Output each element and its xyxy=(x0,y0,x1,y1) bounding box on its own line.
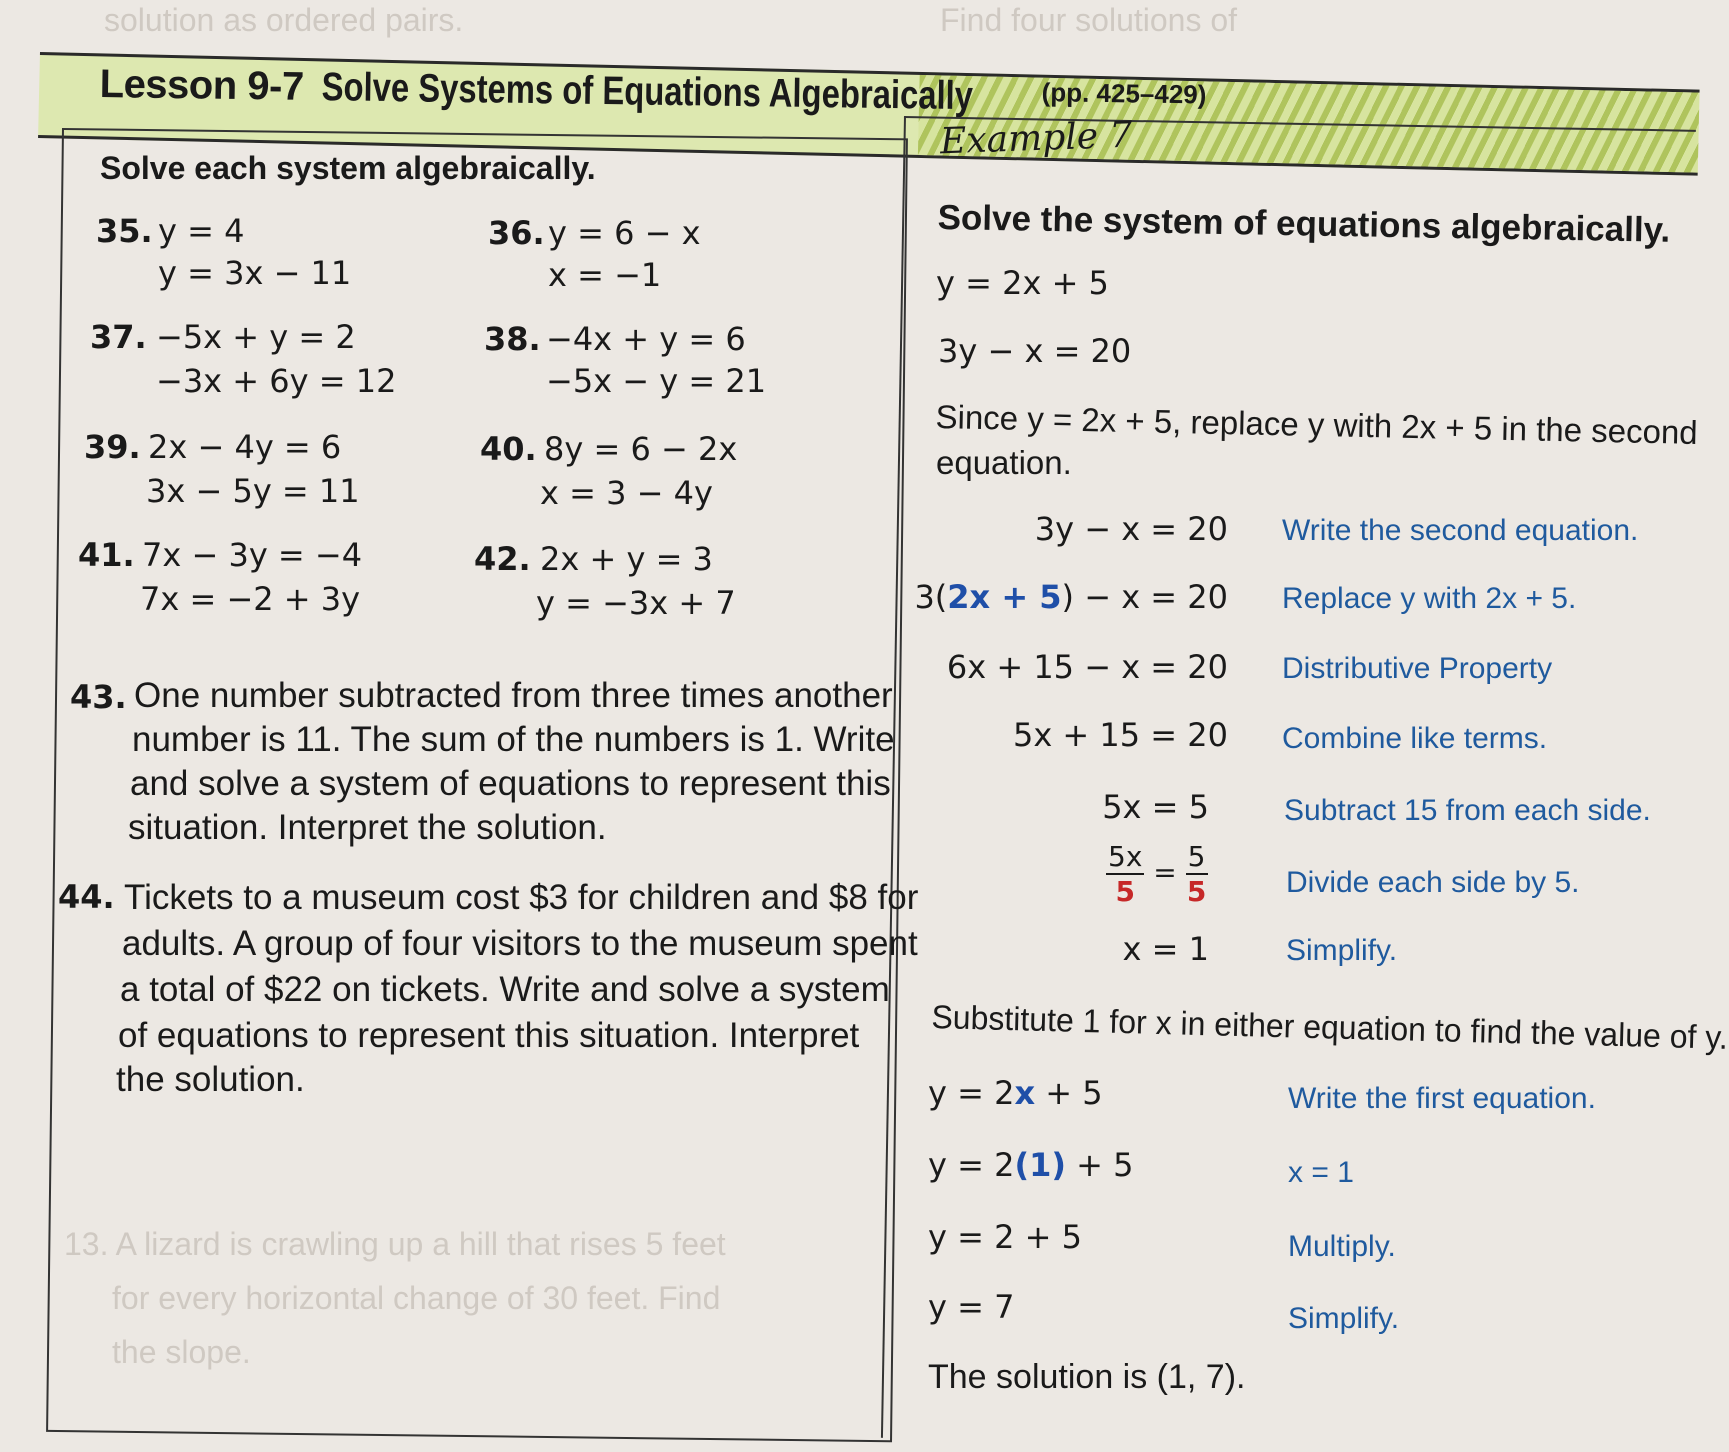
denominator: 5 xyxy=(1186,875,1207,908)
step-expression: 6x + 15 − x = 20 xyxy=(946,648,1228,686)
word-problem-line: of equations to represent this situation. Interpret xyxy=(118,1016,860,1055)
equals-sign: = xyxy=(1153,856,1177,889)
bleed-through-text: for every horizontal change of 30 feet. Find xyxy=(112,1280,721,1316)
bleed-through-text: solution as ordered pairs. xyxy=(104,2,464,38)
problem-number: 37. xyxy=(90,318,147,356)
bleed-through-text: Find four solutions of xyxy=(940,2,1238,38)
problem-number: 36. xyxy=(488,214,545,252)
problem-equation: −5x − y = 21 xyxy=(546,362,767,400)
problem-equation: −3x + 6y = 12 xyxy=(156,362,397,400)
problem-number: 42. xyxy=(474,540,531,578)
problem-equation: y = 4 xyxy=(158,212,245,250)
word-problem-line: and solve a system of equations to represent this xyxy=(130,764,891,803)
problem-number: 40. xyxy=(480,430,537,468)
problem-equation: x = 3 − 4y xyxy=(540,474,713,512)
problem-number: 41. xyxy=(78,536,135,574)
denominator: 5 xyxy=(1115,875,1135,908)
system-equation: y = 2x + 5 xyxy=(936,264,1109,302)
solution-text: The solution is (1, 7). xyxy=(928,1358,1246,1396)
step-note: x = 1 xyxy=(1288,1156,1354,1189)
step-note: Write the second equation. xyxy=(1282,514,1639,547)
problem-equation: 8y = 6 − 2x xyxy=(544,430,738,468)
step-expression: y = 2(1) + 5 xyxy=(928,1146,1134,1184)
numerator: 5 xyxy=(1187,840,1206,873)
step-note: Subtract 15 from each side. xyxy=(1284,794,1651,827)
problem-number: 38. xyxy=(484,320,541,358)
word-problem-line: the solution. xyxy=(116,1060,305,1099)
problem-equation: y = 6 − x xyxy=(548,214,701,252)
word-problem-line: number is 11. The sum of the numbers is 1. Write xyxy=(132,720,895,759)
word-problem-line: situation. Interpret the solution. xyxy=(128,808,607,847)
step-expression: y = 2 + 5 xyxy=(928,1218,1082,1256)
problem-equation: x = −1 xyxy=(548,256,662,294)
problem-number: 43. xyxy=(70,678,127,716)
word-problem-line: Tickets to a museum cost $3 for children and $8 for xyxy=(124,878,919,917)
step-note: Replace y with 2x + 5. xyxy=(1282,582,1577,615)
step-expression: 5x = 5 xyxy=(1102,788,1209,826)
fraction-left xyxy=(1106,840,1144,908)
problem-equation: 3x − 5y = 11 xyxy=(146,472,360,510)
step-expression: x = 1 xyxy=(1122,930,1209,968)
word-problem-line: a total of $22 on tickets. Write and solve a system xyxy=(120,970,890,1009)
fraction-right xyxy=(1186,840,1208,908)
step-note: Simplify. xyxy=(1288,1302,1400,1335)
step-expression: y = 7 xyxy=(928,1288,1015,1326)
lesson-number: Lesson 9-7 xyxy=(99,62,304,109)
problem-equation: 2x + y = 3 xyxy=(540,540,713,578)
substituted-value: (1) xyxy=(1014,1146,1066,1184)
example-label: Example 7 xyxy=(939,114,1134,163)
substitute-text: Substitute 1 for x in either equation to find the value of y. xyxy=(931,998,1729,1056)
lesson-pages: (pp. 425–429) xyxy=(1041,77,1207,110)
problem-number: 39. xyxy=(84,428,141,466)
since-text: Since y = 2x + 5, replace y with 2x + 5 in the second xyxy=(935,398,1699,451)
problem-equation: −5x + y = 2 xyxy=(156,318,356,356)
problem-number: 35. xyxy=(96,212,153,250)
bleed-through-text: the slope. xyxy=(112,1334,251,1370)
step-expression: 3y − x = 20 xyxy=(1034,510,1228,548)
step-note: Divide each side by 5. xyxy=(1286,866,1580,899)
lesson-name: Solve Systems of Equations Algebraically xyxy=(321,65,974,119)
step-note: Multiply. xyxy=(1288,1230,1396,1263)
step-note: Write the first equation. xyxy=(1288,1082,1596,1115)
word-problem-line: adults. A group of four visitors to the museum spent xyxy=(122,924,918,963)
problem-number: 44. xyxy=(58,878,115,916)
problem-equation: y = −3x + 7 xyxy=(536,584,736,622)
problem-equation: 7x = −2 + 3y xyxy=(140,580,361,618)
numerator: 5x xyxy=(1108,840,1143,873)
problem-equation: y = 3x − 11 xyxy=(158,254,352,292)
problem-equation: 2x − 4y = 6 xyxy=(148,428,342,466)
system-equation: 3y − x = 20 xyxy=(938,332,1132,370)
step-note: Distributive Property xyxy=(1282,652,1553,685)
substituted-expression: 2x + 5 xyxy=(947,578,1062,616)
example-prompt: Solve the system of equations algebraically. xyxy=(937,198,1671,250)
step-note: Simplify. xyxy=(1286,934,1398,967)
problem-equation: −4x + y = 6 xyxy=(546,320,746,358)
step-expression: y = 2x + 5 xyxy=(928,1074,1103,1112)
step-fraction-equation xyxy=(1106,840,1208,908)
step-expression: 3(2x + 5) − x = 20 xyxy=(914,578,1228,616)
bleed-through-text: 13. A lizard is crawling up a hill that rises 5 feet xyxy=(64,1226,726,1262)
step-note: Combine like terms. xyxy=(1282,722,1548,755)
step-expression: 5x + 15 = 20 xyxy=(1012,716,1228,754)
problem-equation: 7x − 3y = −4 xyxy=(142,536,363,574)
highlighted-variable: x xyxy=(1014,1074,1036,1112)
word-problem-line: One number subtracted from three times another xyxy=(134,676,893,715)
instruction: Solve each system algebraically. xyxy=(100,150,596,186)
since-text: equation. xyxy=(936,444,1072,481)
